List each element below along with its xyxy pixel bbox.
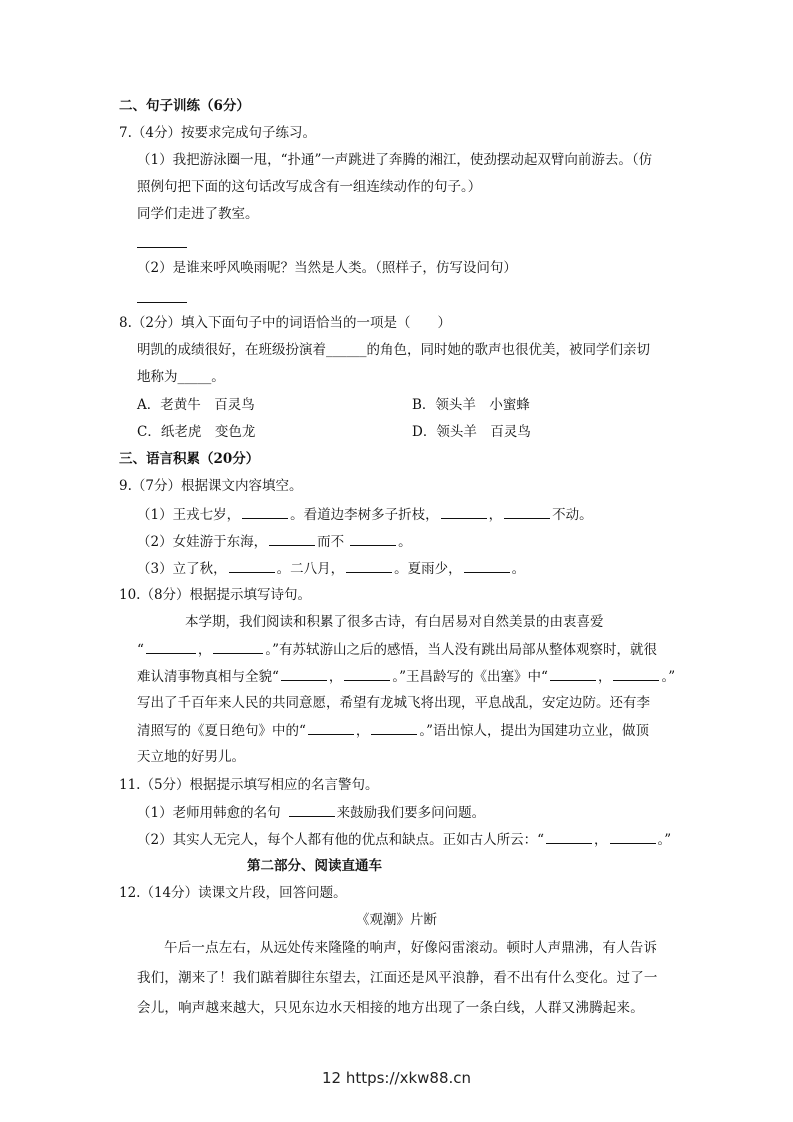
q11-s2-c: 。”	[657, 832, 672, 848]
section-2-title: 二、句子训练（6分）	[119, 98, 250, 114]
q7-s1-line1: （1）我把游泳圈一甩，“扑通”一声跳进了奔腾的湘江，使劲摆动起双臂向前游去。（仿	[137, 152, 653, 168]
q10-p2-c: 。”有苏轼游山之后的感悟，当人没有跳出局部从整体观察时，就很	[265, 642, 658, 658]
blank[interactable]	[546, 829, 592, 844]
q9-s2-text-c: 。	[398, 534, 412, 550]
q9-s1-text-c: ，	[488, 507, 503, 523]
q8-line2: 地称为_____。	[137, 369, 225, 385]
q7-s1-line2: 照例句把下面的这句话改写成含有一组连续动作的句子。）	[137, 179, 482, 195]
q9-s3-text-a: （3）立了秋，	[137, 561, 227, 577]
blank[interactable]	[289, 802, 335, 817]
q10-p2-a: “	[137, 642, 144, 658]
q8-option-d[interactable]: D．领头羊 百灵鸟	[412, 424, 531, 440]
passage-line-2: 我们，潮来了！我们踮着脚往东望去，江面还是风平浪静，看不出有什么变化。过了一	[137, 970, 658, 986]
q10-p3	[137, 666, 675, 687]
blank[interactable]	[610, 829, 656, 844]
passage-line-1: 午后一点左右，从远处传来隆隆的响声，好像闷雷滚动。顿时人声鼎沸，有人告诉	[164, 940, 658, 956]
q11-s1	[137, 802, 485, 823]
blank[interactable]	[371, 720, 417, 735]
q8-stem: 8.（2分）填入下面句子中的词语恰当的一项是（ ）	[119, 315, 451, 331]
q10-p3-e: 。”	[661, 669, 676, 685]
q11-s2	[137, 829, 671, 850]
q9-s1	[137, 504, 593, 525]
blank[interactable]	[504, 504, 550, 519]
q10-p3-b: ，	[328, 669, 343, 685]
blank[interactable]	[550, 666, 596, 681]
part-2-title: 第二部分、阅读直通车	[247, 858, 382, 874]
q9-s2	[137, 531, 412, 552]
blank[interactable]	[613, 666, 659, 681]
blank[interactable]	[242, 504, 288, 519]
q9-s1-text-b: 。看道边李树多子折枝，	[290, 507, 439, 523]
q10-p3-c: 。”王昌龄写的《出塞》中“	[392, 669, 548, 685]
q7-stem: 7.（4分）按要求完成句子练习。	[119, 125, 316, 141]
q8-line1: 明凯的成绩很好，在班级扮演着______的角色，同时她的歌声也很优美，被同学们亲切	[137, 342, 650, 358]
q9-s2-text-b: 而不	[317, 534, 345, 550]
q11-s1-b: 来鼓励我们要多问问题。	[336, 805, 486, 821]
q10-p2-b: ，	[197, 642, 212, 658]
q7-s1-prompt: 同学们走进了教室。	[137, 206, 259, 222]
q7-s2-answer-line[interactable]	[137, 302, 187, 303]
q11-s1-a: （1）老师用韩愈的名句	[137, 805, 281, 821]
blank[interactable]	[229, 558, 275, 573]
q8-option-a[interactable]: A．老黄牛 百灵鸟	[137, 397, 255, 413]
blank[interactable]	[269, 531, 315, 546]
passage-title: 《观潮》片断	[356, 912, 437, 928]
blank[interactable]	[146, 639, 196, 654]
blank[interactable]	[344, 666, 390, 681]
q7-s2: （2）是谁来呼风唤雨呢？当然是人类。（照样子，仿写设问句）	[137, 260, 517, 276]
q9-s1-text-d: 不动。	[552, 507, 593, 523]
q11-stem: 11.（5分）根据提示填写相应的名言警句。	[119, 777, 379, 793]
q10-stem: 10.（8分）根据提示填写诗句。	[119, 587, 312, 603]
blank[interactable]	[464, 558, 510, 573]
q9-s3-text-d: 。	[511, 561, 526, 577]
q9-s3-text-b: 。二八月，	[276, 561, 345, 577]
q10-p3-d: ，	[597, 669, 612, 685]
q10-p3-a: 难认清事物真相与全貌“	[137, 669, 279, 685]
q11-s2-a: （2）其实人无完人，每个人都有他的优点和缺点。正如古人所云：“	[137, 832, 544, 848]
q9-s2-text-a: （2）女娃游于东海，	[137, 534, 268, 550]
blank[interactable]	[350, 531, 396, 546]
q10-p4: 写出了千百年来人民的共同意愿，希望有龙城飞将出现，平息战乱，安定边防。还有李	[137, 695, 650, 711]
q9-s3	[137, 558, 525, 579]
q10-p6: 天立地的好男儿。	[137, 749, 245, 765]
blank[interactable]	[441, 504, 487, 519]
q9-stem: 9.（7分）根据课文内容填空。	[119, 478, 303, 494]
q7-s1-answer-line[interactable]	[137, 247, 187, 248]
q10-p2	[137, 639, 657, 660]
q10-p5-a: 清照写的《夏日绝句》中的“	[137, 723, 306, 739]
q10-p5-b: ，	[355, 723, 370, 739]
blank[interactable]	[308, 720, 354, 735]
q10-p1: 本学期，我们阅读和积累了很多古诗，有白居易对自然美景的由衷喜爱	[185, 614, 604, 630]
blank[interactable]	[281, 666, 327, 681]
q12-stem: 12.（14分）读课文片段，回答问题。	[119, 885, 347, 901]
passage-line-3: 会儿，响声越来越大，只见东边水天相接的地方出现了一条白线，人群又沸腾起来。	[137, 1000, 644, 1016]
q10-p5-c: 。”语出惊人，提出为国建功立业，做顶	[419, 723, 650, 739]
q8-option-c[interactable]: C．纸老虎 变色龙	[137, 424, 256, 440]
q9-s3-text-c: 。夏雨少，	[394, 561, 462, 577]
blank[interactable]	[346, 558, 392, 573]
page-footer: 12 https://xkw88.cn	[321, 1069, 472, 1087]
blank[interactable]	[213, 639, 263, 654]
q9-s1-text-a: （1）王戎七岁，	[137, 507, 241, 523]
q8-option-b[interactable]: B．领头羊 小蜜蜂	[412, 397, 530, 413]
q10-p5	[137, 720, 649, 741]
section-3-title: 三、语言积累（20分）	[119, 451, 260, 467]
q11-s2-b: ，	[594, 832, 608, 848]
